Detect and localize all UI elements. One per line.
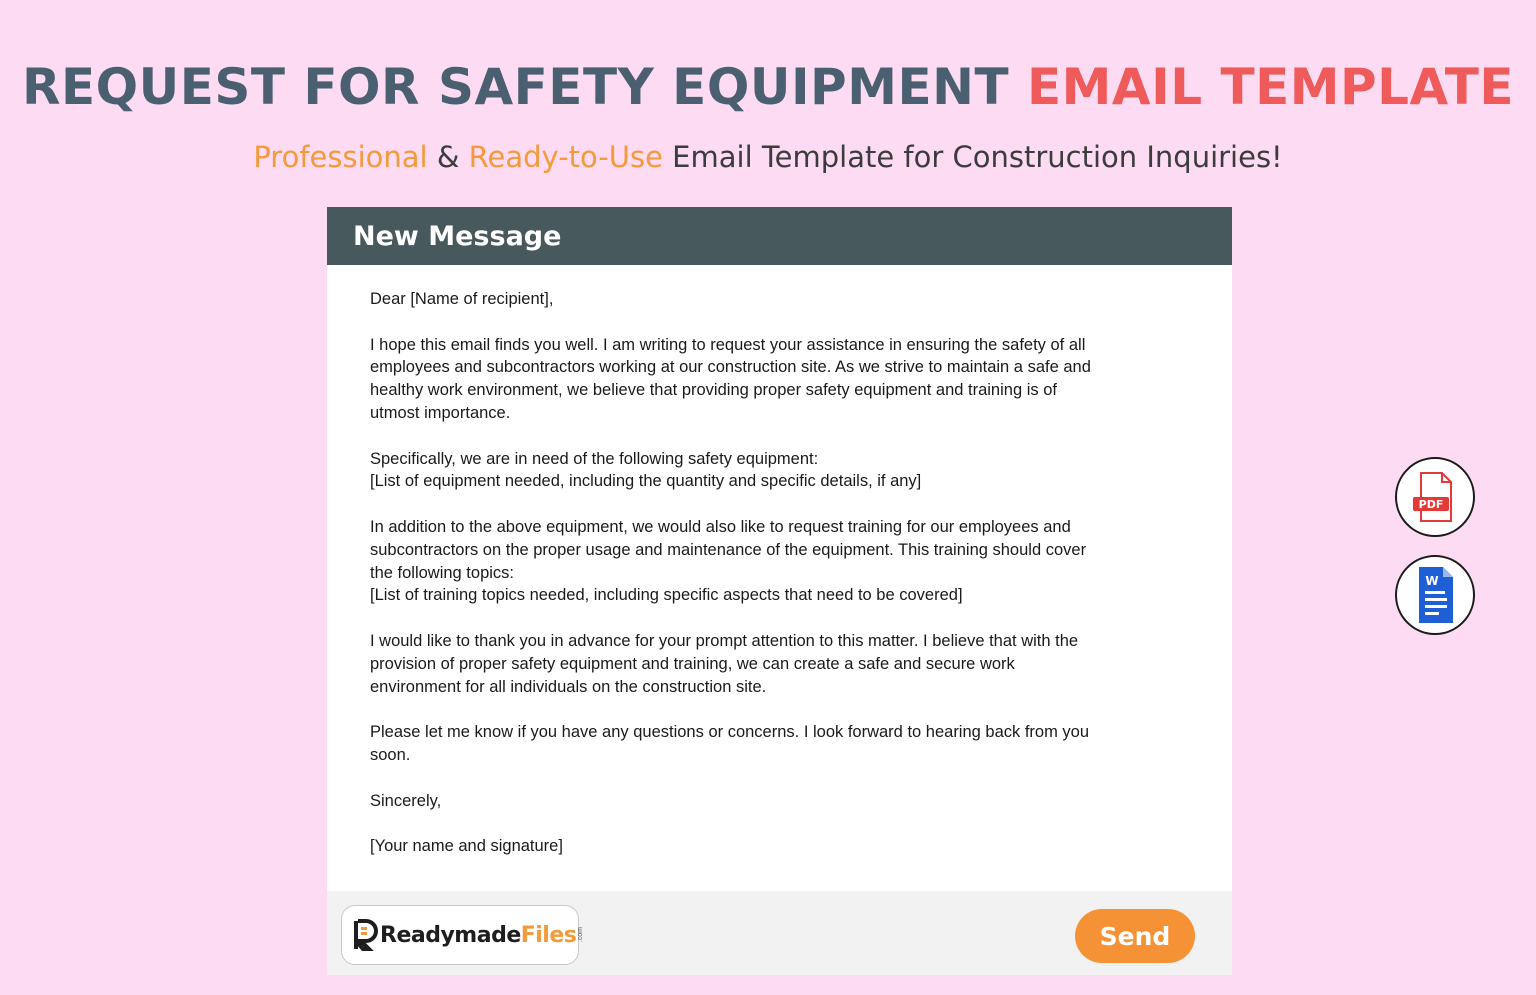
page-title [0,58,1536,116]
compose-footer [327,891,1232,975]
compose-window [327,207,1232,975]
email-signature: [Your name and signature] [370,837,563,856]
email-paragraph-training: In addition to the above equipment, we would also like to request training for our employees and subcontractors on the proper usage and maintenance of the equipment. This training should cover the following topics: [370,517,1087,582]
email-paragraph-thanks: I would like to thank you in advance for your prompt attention to this matter. I believe that with the provision of proper safety equipment and training, we can create a safe and secure work environment for all individuals on the construction site. [370,631,1079,696]
pdf-file-icon [1397,459,1473,535]
email-signoff: Sincerely, [370,791,442,810]
email-paragraph-intro: I hope this email finds you well. I am writing to request your assistance in ensuring the safety of all employees and subcontractors working at our construction site. As we strive to maintain a safe and healthy work environment, we believe that providing proper safety equipment and training is of utmost importance. [370,335,1091,422]
page-title-accent: EMAIL TEMPLATE [1026,58,1515,116]
email-paragraph-equipment: Specifically, we are in need of the following safety equipment: [370,449,819,468]
logo-text-readymade: Readymade [380,922,521,948]
email-body[interactable] [370,288,1110,881]
send-button[interactable]: Send [1075,909,1195,963]
email-greeting: Dear [Name of recipient], [370,290,554,308]
download-word-button[interactable] [1395,555,1475,635]
subtitle-ready-to-use: Ready-to-Use [468,140,663,174]
compose-header [327,207,1232,265]
download-pdf-button[interactable] [1395,457,1475,537]
page-subtitle [0,140,1536,174]
logo-suffix: .com [577,927,585,943]
compose-title: New Message [353,220,562,252]
brand-logo[interactable] [341,905,585,965]
subtitle-professional: Professional [253,140,428,174]
word-document-icon [1397,557,1473,633]
word-label: W [1425,574,1439,588]
logo-text [380,923,576,948]
email-paragraph-questions: Please let me know if you have any questions or concerns. I look forward to hearing back from you soon. [370,723,1090,764]
logo-text-files: Files [520,922,577,948]
subtitle-ampersand: & [427,140,469,174]
pdf-label: PDF [1418,498,1444,511]
page-title-main: REQUEST FOR SAFETY EQUIPMENT [21,58,1010,116]
logo-mark-icon [352,919,378,951]
email-equipment-placeholder: [List of equipment needed, including the quantity and specific details, if any] [370,472,922,491]
subtitle-rest: Email Template for Construction Inquiries! [662,140,1283,174]
email-training-placeholder: [List of training topics needed, including specific aspects that need to be covered] [370,586,963,605]
